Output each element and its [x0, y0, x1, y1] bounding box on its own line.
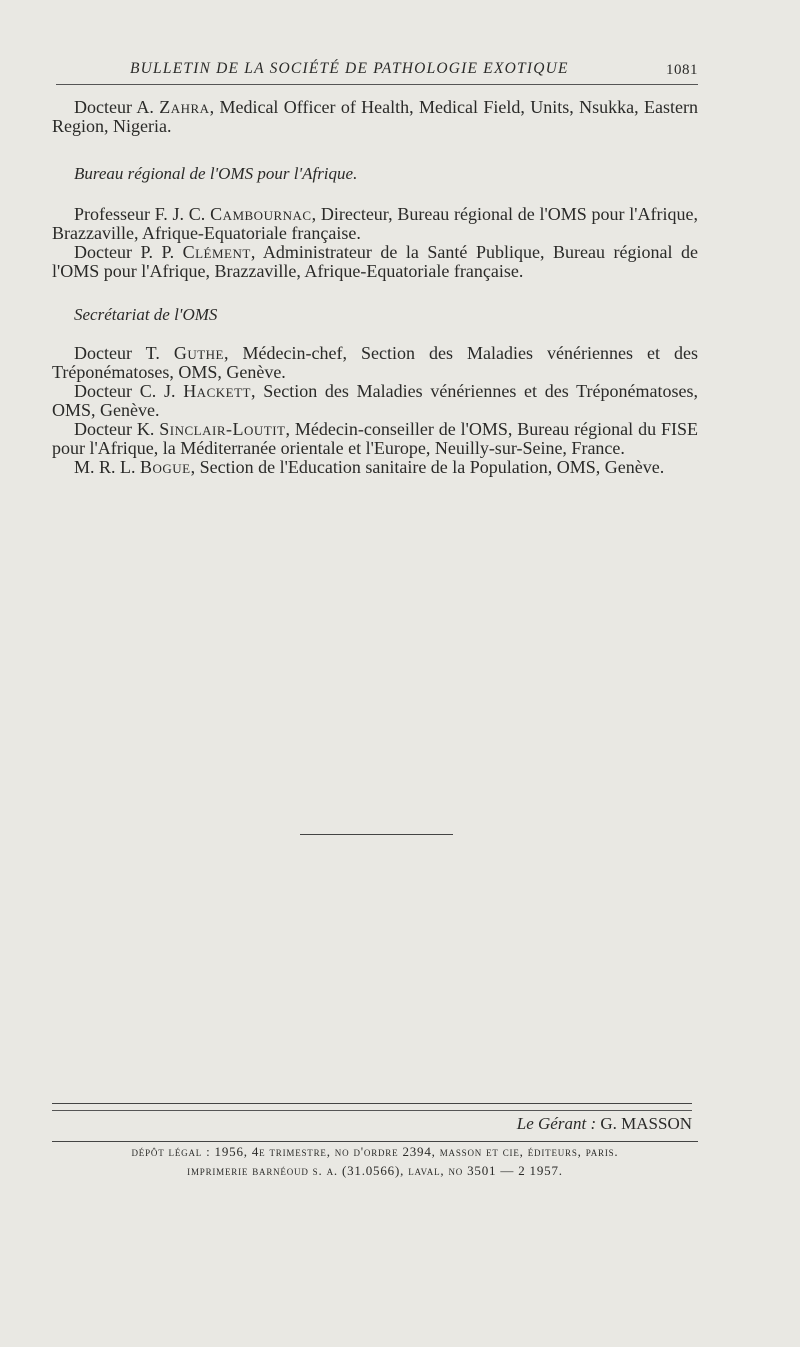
gerant-name: G. MASSON: [600, 1114, 692, 1133]
section-heading-bureau-regional: Bureau régional de l'OMS pour l'Afrique.: [74, 164, 358, 183]
journal-title: BULLETIN DE LA SOCIÉTÉ DE PATHOLOGIE EXOTIQUE: [130, 60, 569, 77]
entry-zahra: Docteur A. Zahra, Medical Officer of Health, Medical Field, Units, Nsukka, Eastern Region, Nigeria.: [52, 97, 698, 136]
entry-sinclair-loutit: Docteur K. Sinclair-Loutit, Médecin-conseiller de l'OMS, Bureau régional du FISE pour l'Afrique, la Méditerranée orientale et l'Europe, Neuilly-sur-Seine, France.: [52, 419, 698, 458]
gerant-signature-line: [517, 1114, 692, 1134]
section-divider: [300, 834, 453, 835]
imprint-line-2: imprimerie barnéoud s. a. (31.0566), laval, no 3501 — 2 1957.: [187, 1163, 563, 1178]
entry-guthe: Docteur T. Guthe, Médecin-chef, Section des Maladies vénériennes et des Tréponématoses, OMS, Genève.: [52, 343, 698, 382]
running-header: [56, 60, 698, 85]
surname: Bogue: [140, 457, 191, 477]
entry-bogue: M. R. L. Bogue, Section de l'Education sanitaire de la Population, OMS, Genève.: [74, 457, 665, 477]
gerant-label: Le Gérant :: [516, 1114, 597, 1133]
entry-hackett: Docteur C. J. Hackett, Section des Maladies vénériennes et des Tréponématoses, OMS, Genève.: [52, 381, 699, 420]
imprint-line-1: dépôt légal : 1956, 4e trimestre, no d'ordre 2394, masson et cie, éditeurs, paris.: [131, 1144, 619, 1159]
section-heading-secretariat: Secrétariat de l'OMS: [74, 305, 218, 324]
surname: Hackett: [183, 381, 251, 401]
body-text: [52, 98, 698, 477]
footer-rule: [52, 1103, 692, 1104]
surname: Guthe: [173, 343, 225, 363]
surname: Cambournac: [210, 204, 312, 224]
entry-clement: Docteur P. P. Clément, Administrateur de la Santé Publique, Bureau régional de l'OMS pour l'Afrique, Brazzaville, Afrique-Equatoriale française.: [52, 242, 698, 281]
imprint-rule: [52, 1141, 698, 1142]
surname: Clément: [182, 242, 251, 262]
entry-cambournac: Professeur F. J. C. Cambournac, Directeur, Bureau régional de l'OMS pour l'Afrique, Brazzaville, Afrique-Equatoriale française.: [52, 204, 698, 243]
footer-rule: [52, 1110, 692, 1111]
surname: Sinclair-Loutit: [159, 419, 286, 439]
surname: Zahra: [159, 97, 210, 117]
page-number: 1081: [666, 62, 698, 78]
